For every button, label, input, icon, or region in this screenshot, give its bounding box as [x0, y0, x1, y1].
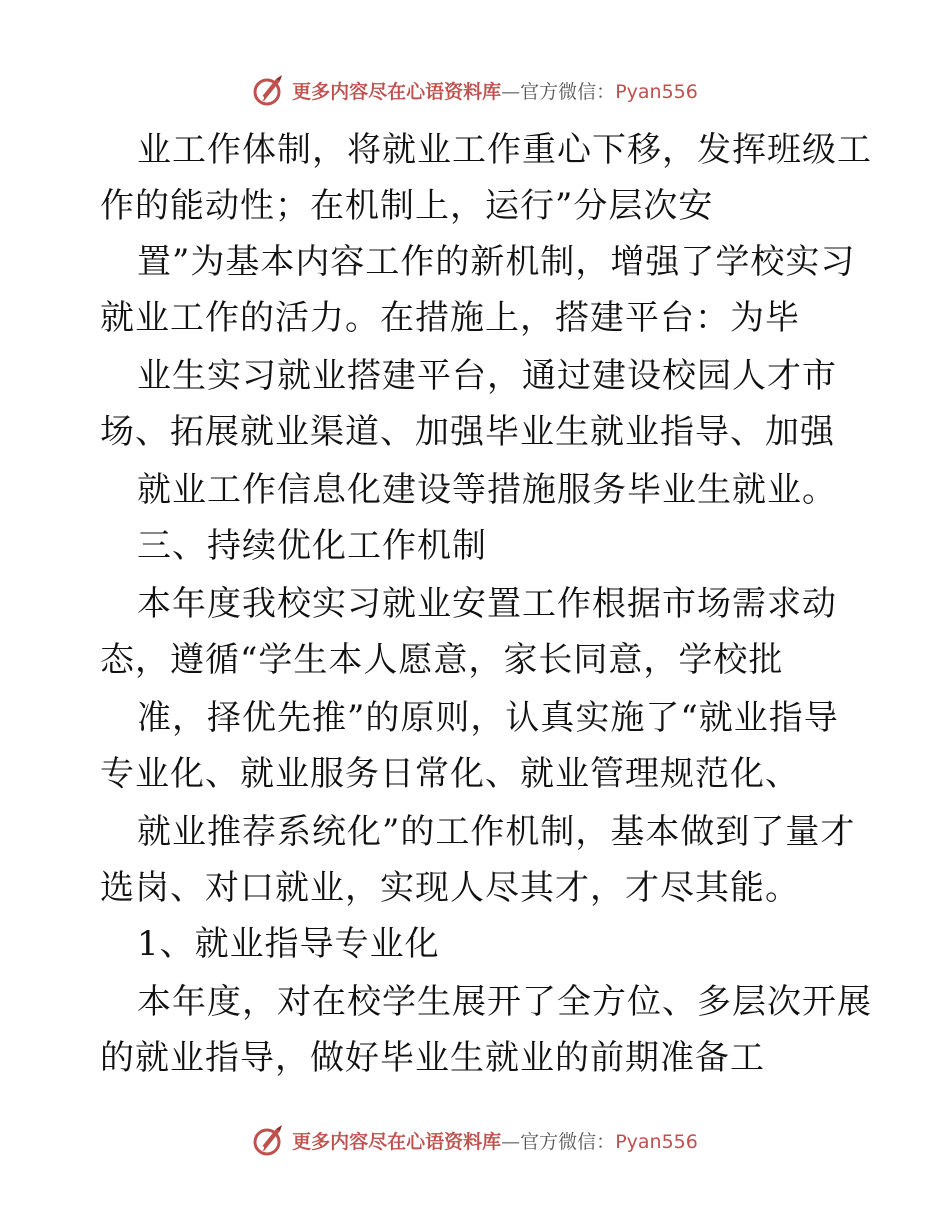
watermark-brand: 更多内容尽在心语资料库	[292, 1130, 502, 1153]
body-line: 就业推荐系统化”的工作机制，基本做到了量才	[137, 812, 856, 852]
watermark-brand: 更多内容尽在心语资料库	[292, 80, 502, 103]
body-line: 本年度，对在校学生展开了全方位、多层次开展	[137, 982, 872, 1022]
body-line: 场、拓展就业渠道、加强毕业生就业指导、加强	[100, 412, 835, 452]
body-line: 就业工作信息化建设等措施服务毕业生就业。	[137, 470, 837, 510]
body-line: 态，遵循“学生本人愿意，家长同意，学校批	[100, 640, 784, 680]
header-watermark	[0, 70, 950, 110]
body-line: 业生实习就业搭建平台，通过建设校园人才市	[137, 356, 837, 396]
watermark-wechat-label: 官方微信：	[520, 1130, 616, 1153]
quill-pen-logo-icon	[252, 73, 286, 107]
watermark-wechat-label: 官方微信：	[520, 80, 616, 103]
watermark-wechat-id: Pyan556	[615, 1130, 698, 1153]
body-line: 作的能动性；在机制上，运行”分层次安	[100, 186, 714, 226]
watermark-wechat-id: Pyan556	[615, 80, 698, 103]
body-line: 业工作体制，将就业工作重心下移，发挥班级工	[137, 130, 872, 170]
body-line: 准，择优先推”的原则，认真实施了“就业指导	[137, 698, 839, 738]
footer-watermark	[0, 1120, 950, 1160]
body-line: 就业工作的活力。在措施上，搭建平台：为毕	[100, 298, 800, 338]
subsection-heading: 1、就业指导专业化	[137, 924, 440, 964]
watermark-separator: —	[501, 1130, 521, 1153]
watermark-separator: —	[501, 80, 521, 103]
body-line: 专业化、就业服务日常化、就业管理规范化、	[100, 754, 800, 794]
body-line: 置”为基本内容工作的新机制，增强了学校实习	[137, 242, 856, 282]
body-line: 的就业指导，做好毕业生就业的前期准备工	[100, 1038, 765, 1078]
section-heading: 三、持续优化工作机制	[137, 526, 487, 566]
body-line: 本年度我校实习就业安置工作根据市场需求动	[137, 584, 837, 624]
body-line: 选岗、对口就业，实现人尽其才，才尽其能。	[100, 868, 800, 908]
quill-pen-logo-icon	[252, 1123, 286, 1157]
